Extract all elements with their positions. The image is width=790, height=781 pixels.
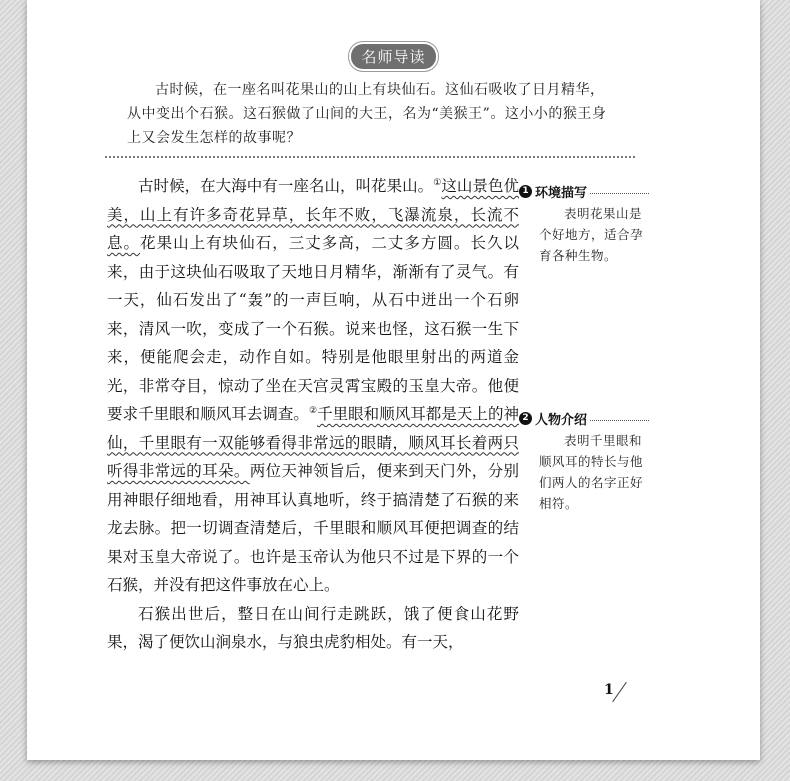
footnote-marker-2: ②: [308, 405, 318, 416]
note-body: 表明花果山是个好地方，适合孕育各种生物。: [539, 206, 644, 263]
note-title: 人物介绍: [535, 413, 588, 428]
note-number-icon: 2: [519, 412, 532, 425]
text-segment: 花果山上有块仙石，三丈多高，二丈多方圆。长久以来，由于这块仙石吸取了天地日月精华，渐渐有了灵气。有一天，仙石发出了“轰”的一声巨响，从石中迸出一个石卵来，清风一吹，变成了一个石猴。说来也怪，这石猴一生下来，便能爬会走，动作自如。特别是他眼里射出的两道金光，非常夺目，惊动了坐在天宫灵霄宝殿的玉皇大帝。他便要求千里眼和顺风耳去调查。: [107, 234, 519, 423]
annotated-phrase-1: 这山景色优美，山上有许多奇花异草，长年不败，飞瀑流泉，长流不息。: [107, 177, 519, 252]
note-title: 环境描写: [535, 186, 588, 201]
dotted-separator: [105, 156, 635, 158]
paragraph-1: [107, 172, 519, 600]
book-page: [27, 0, 760, 760]
note-number-icon: 1: [519, 185, 532, 198]
annotated-phrase-2: 千里眼和顺风耳都是天上的神仙，千里眼有一双能够看得非常远的眼睛，顺风耳长着两只听得非常远的耳朵。: [107, 405, 519, 480]
text-segment: 两位天神领旨后，便来到天门外，分别用神眼仔细地看，用神耳认真地听，终于搞清楚了石猴的来龙去脉。把一切调查清楚后，千里眼和顺风耳便把调查的结果对玉皇大帝说了。也许是玉帝认为他只不过是下界的一个石猴，并没有把这件事放在心上。: [107, 462, 519, 594]
note-body: 表明千里眼和顺风耳的特长与他们两人的名字正好相符。: [539, 433, 644, 511]
side-note-2: [519, 409, 649, 514]
page-number: 1: [604, 682, 614, 698]
main-text: [107, 172, 519, 657]
section-badge: 名师导读: [351, 44, 435, 69]
side-note-1: [519, 182, 649, 266]
note-heading: [519, 409, 649, 428]
section-header: [27, 44, 760, 69]
footnote-marker-1: ①: [433, 177, 442, 188]
note-leader-dots: [590, 193, 649, 194]
paragraph-2: 石猴出世后，整日在山间行走跳跃，饿了便食山花野果，渴了便饮山涧泉水，与狼虫虎豹相处。有一天，: [107, 604, 519, 651]
page-number-slash: [612, 682, 627, 702]
note-heading: [519, 182, 649, 201]
text-segment: 古时候，在大海中有一座名山，叫花果山。: [138, 177, 434, 195]
note-leader-dots: [590, 420, 649, 421]
intro-paragraph: 古时候，在一座名叫花果山的山上有块仙石。这仙石吸收了日月精华，从中变出个石猴。这石猴做了山间的大王，名为“美猴王”。这小小的猴王身上又会发生怎样的故事呢？: [127, 82, 607, 146]
